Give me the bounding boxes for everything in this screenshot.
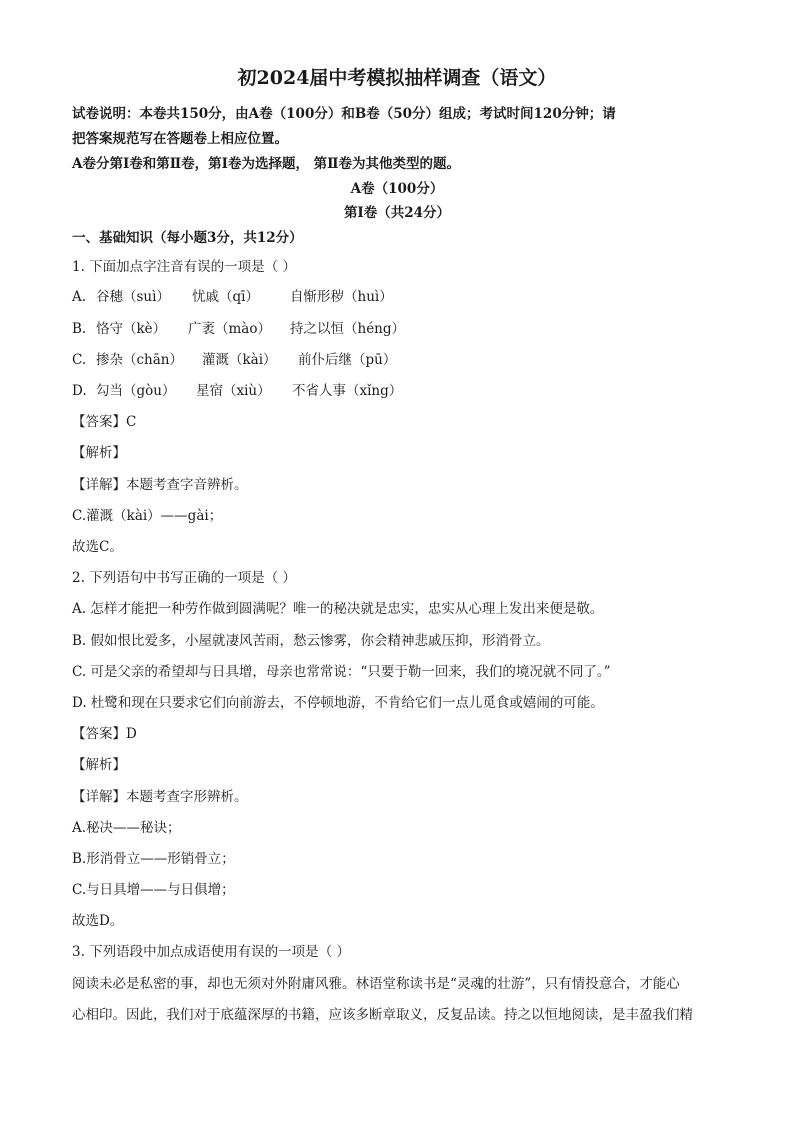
q3-passage-line-2: 心相印。因此，我们对于底蕴深厚的书籍，应该多断章取义，反复品读。持之以恒地阅读，是丰盈我们精 — [72, 1007, 693, 1023]
option-item: 勾当（gòu） — [96, 383, 176, 399]
q2-stem: 2. 下列语句中书写正确的一项是（ ） — [72, 570, 296, 586]
intro-line-3: A卷分第Ⅰ卷和第Ⅱ卷，第Ⅰ卷为选择题， 第Ⅱ卷为其他类型的题。 — [72, 156, 461, 172]
option-item: 自惭形秽（huì） — [290, 289, 393, 305]
section-a-heading: A卷（100分） — [350, 181, 444, 197]
intro-line-1: 试卷说明：本卷共150分，由A卷（100分）和B卷（50分）组成；考试时间120分钟；请 — [72, 106, 616, 122]
option-item: 前仆后继（pū） — [298, 352, 397, 368]
option-item: 不省人事（xǐng） — [292, 383, 403, 399]
q3-stem: 3. 下列语段中加点成语使用有误的一项是（ ） — [72, 944, 350, 960]
page-title: 初2024届中考模拟抽样调查（语文） — [237, 67, 557, 89]
q1-option-a — [72, 287, 393, 307]
part-one-heading: 第Ⅰ卷（共24分） — [343, 205, 451, 221]
q1-option-b — [72, 319, 405, 339]
q1-option-c — [72, 350, 396, 370]
q2-note-a: A.秘决——秘诀； — [72, 820, 181, 836]
q1-note: C.灌溉（kài）——gài； — [72, 508, 223, 524]
q2-conclusion: 故选D。 — [72, 913, 124, 929]
q2-option-a: A. 怎样才能把一种劳作做到圆满呢？唯一的秘决就是忠实，忠实从心理上发出来便是敬。 — [72, 601, 604, 617]
option-item: 掺杂（chān） — [96, 352, 183, 368]
option-item: 恪守（kè） — [96, 321, 167, 337]
option-label: A. — [72, 289, 87, 305]
option-item: 广袤（mào） — [188, 321, 271, 337]
q1-detail: 【详解】本题考查字音辨析。 — [72, 477, 248, 493]
q2-note-c: C.与日具增——与日俱增； — [72, 882, 235, 898]
q3-passage-line-1: 阅读未必是私密的事，却也无须对外附庸风雅。林语堂称读书是“灵魂的壮游”，只有情投意合，才能心 — [72, 976, 680, 992]
option-item: 星宿（xiù） — [196, 383, 271, 399]
option-item: 持之以恒（héng） — [290, 321, 406, 337]
q1-conclusion: 故选C。 — [72, 539, 123, 555]
option-label: B. — [72, 321, 87, 337]
q1-analysis: 【解析】 — [72, 445, 126, 461]
option-label: C. — [72, 352, 87, 368]
q2-analysis: 【解析】 — [72, 757, 126, 773]
q1-answer: 【答案】C — [72, 414, 137, 430]
q2-option-d: D. 杜鹭和现在只要求它们向前游去，不停顿地游，不肯给它们一点儿觅食或嬉闹的可能。 — [72, 695, 604, 711]
option-label: D. — [72, 383, 87, 399]
q2-option-c: C. 可是父亲的希望却与日具增，母亲也常常说：“只要于勒一回来，我们的境况就不同了。” — [72, 664, 611, 680]
q1-option-d — [72, 381, 402, 401]
intro-line-2: 把答案规范写在答题卷上相应位置。 — [72, 131, 288, 147]
q2-note-b: B.形消骨立——形销骨立； — [72, 851, 235, 867]
option-item: 灌溉（kài） — [202, 352, 277, 368]
option-item: 谷穗（suì） — [96, 289, 170, 305]
q1-stem: 1. 下面加点字注音有误的一项是（ ） — [72, 259, 296, 275]
section-one-heading: 一、基础知识（每小题3分，共12分） — [72, 230, 303, 246]
option-item: 忧戚（qī） — [192, 289, 259, 305]
q2-answer: 【答案】D — [72, 726, 137, 742]
q2-detail: 【详解】本题考查字形辨析。 — [72, 789, 248, 805]
q2-option-b: B. 假如恨比爱多，小屋就凄风苦雨，愁云惨雾，你会精神悲戚压抑，形消骨立。 — [72, 633, 550, 649]
